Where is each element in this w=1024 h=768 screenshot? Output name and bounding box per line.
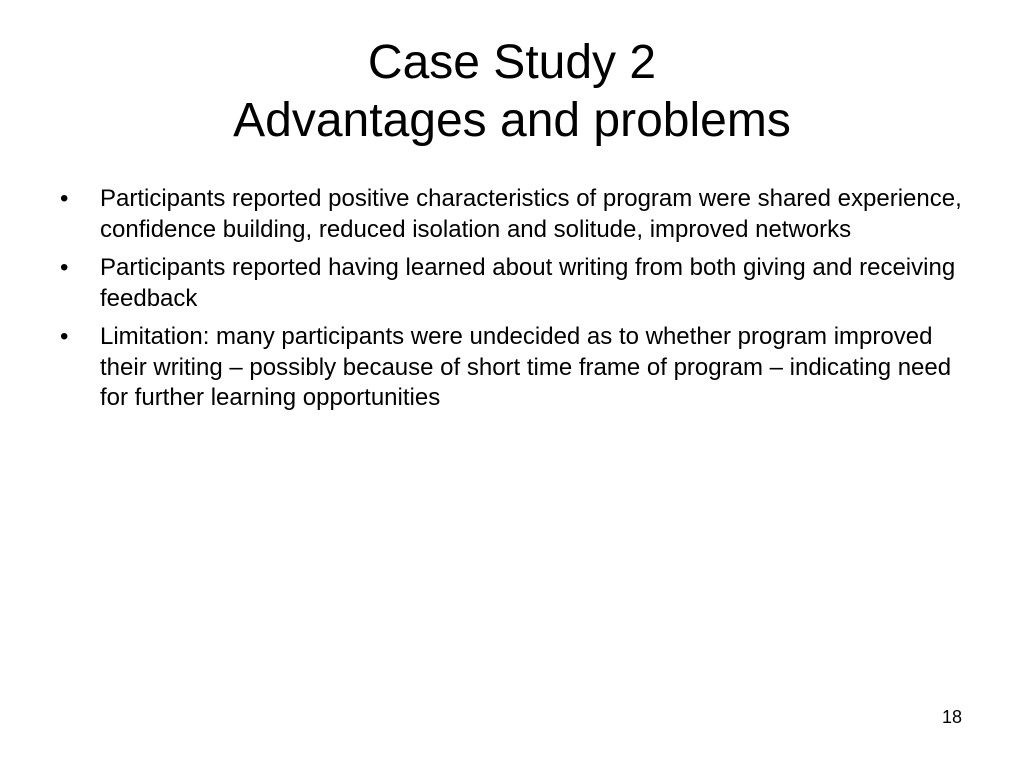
bullet-text: Participants reported positive characteristics of program were shared experience, confidence building, reduced isolation and solitude, improved networks	[100, 185, 962, 243]
bullet-text: Participants reported having learned about writing from both giving and receiving feedback	[100, 254, 956, 312]
slide-title	[0, 34, 1024, 150]
bullet-item	[56, 184, 976, 245]
bullet-icon: •	[60, 323, 69, 350]
title-line-1: Case Study 2	[367, 36, 657, 89]
bullet-item	[56, 253, 976, 314]
bullet-item	[56, 322, 976, 414]
page-number: 18	[941, 707, 962, 727]
bullet-list	[56, 184, 976, 422]
title-line-2: Advantages and problems	[233, 94, 791, 147]
bullet-icon: •	[60, 185, 69, 212]
bullet-text: Limitation: many participants were undecided as to whether program improved their writing – possibly because of short time frame of program – indicating need for further learning opportunities	[100, 323, 952, 411]
bullet-icon: •	[60, 254, 69, 281]
